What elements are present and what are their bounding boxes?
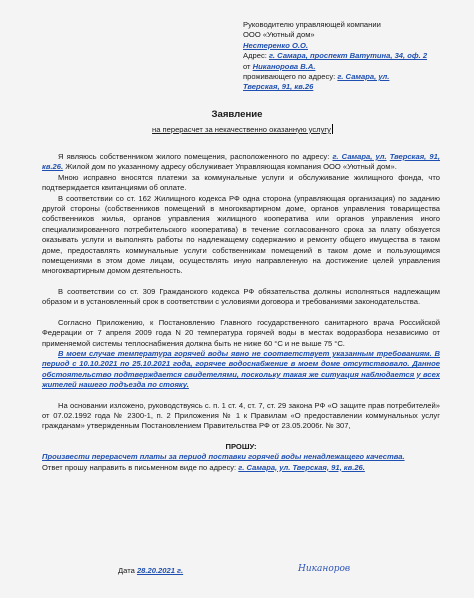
document-subtitle-text: на перерасчет за некачественно оказанную услугу	[152, 125, 331, 134]
p1-text: Я являюсь собственником жилого помещения, расположенного по адресу:	[58, 152, 333, 161]
date-line	[118, 566, 183, 576]
request-item	[42, 452, 440, 462]
paragraph-ownership	[42, 152, 440, 173]
request-heading: ПРОШУ:	[225, 441, 257, 451]
sender-address-value-2: Тверская, 91, кв.26	[243, 82, 314, 92]
date-value: 28.20.2021 г.	[136, 566, 184, 575]
recipient-block	[243, 20, 453, 93]
reply-address-label: Ответ прошу направить в письменном виде по адресу:	[42, 462, 239, 472]
sender-address-line-2	[243, 82, 453, 92]
company-name: ООО «Уютный дом»	[243, 30, 315, 40]
sender-address-line	[243, 72, 453, 82]
reply-address-line	[42, 463, 440, 473]
paragraph-article-309: В соответствии со ст. 309 Гражданского кодекса РФ обязательства должны исполняться надлежащим образом и в установленный срок в соответствии с условиями договора и требованиями законодательства.	[42, 286, 440, 307]
request-text: Произвести перерасчет платы за период поставки горячей воды ненадлежащего качества.	[42, 452, 405, 462]
recipient-line: Руководителю управляющей компании	[243, 20, 381, 29]
paragraph-legal-basis: На основании изложено, руководствуясь с. п. 1 ст. 4, ст. 7, ст. 29 закона РФ «О защите прав потребителей» от 07.02.1992 года № 2300-1, п. 2 Приложения № 1 к Правилам «О предоставлении коммунальных услуг гражданам» утвержденным Постановлением Правительства РФ от 23.05.2006г. № 307,	[42, 400, 440, 431]
document-subtitle	[152, 124, 333, 135]
company-address-label: Адрес:	[243, 51, 269, 61]
signature: Никаноров	[298, 564, 351, 574]
paragraph-sanitary-rules: Согласно Приложению, к Постановлению Главного государственного санитарного врача Российской Федерации от 7 апреля 2009 года N 20 температура горячей воды в местах водоразбора независимо от применяемой системы теплоснабжения должна быть не ниже 60 °C и не выше 75 °C.	[42, 317, 440, 348]
p1-address-2: Тверская, 91, кв.26.	[42, 152, 440, 172]
paragraph-article-162: В соответствии со ст. 162 Жилищного кодекса РФ одна сторона (управляющая организация) по заданию другой стороны (собственников помещений в многоквартирном доме, органов управления товарищества собственников жилья, органов управления жилищного кооператива или органов управления иного специализированного потребительского кооператива) в течение согласованного срока за плату обязуется оказывать услуги и выполнять работы по надлежащему содержанию и ремонту общего имущества в таком доме, предоставлять коммунальные услуги собственникам помещений в таком доме и пользующимся помещениями в этом доме лицам, осуществлять иную направленную на достижение целей управления многоквартирным домом деятельность.	[42, 193, 440, 276]
sender-address-value: г. Самара, ул.	[337, 72, 390, 82]
text-cursor	[332, 124, 333, 134]
company-address	[243, 51, 453, 61]
document-body	[42, 152, 440, 473]
paragraph-circumstances: В моем случае температура горячей воды явно не соответствует указанным требованиям. В период с 10.10.2021 по 25.10.2021 года, горячее водоснабжение в моем доме отсутствовало. Данное обстоятельство подтверждается свидетелями, поскольку такая же ситуация наблюдается у всех жителей нашего подъезда по стояку.	[42, 348, 440, 390]
sender-address-label: проживающего по адресу:	[243, 72, 338, 82]
date-label: Дата	[118, 566, 137, 575]
company-address-value: г. Самара, проспект Ватутина, 34, оф. 2	[268, 51, 428, 61]
sender-name: Никанорова В.А.	[252, 61, 316, 71]
reply-address-value: г. Самара, ул. Тверская, 91, кв.26.	[238, 462, 365, 472]
p1-text-2: Жилой дом по указанному адресу обслуживает Управляющая компания ООО «Уютный дом».	[63, 162, 397, 172]
sender-label: от	[243, 61, 253, 71]
p1-address: г. Самара, ул.	[332, 152, 387, 161]
sender-line	[243, 62, 453, 72]
director-name: Нестеренко О.О.	[243, 40, 308, 50]
document-title: Заявление	[211, 109, 263, 120]
paragraph-payments: Мною исправно вносятся платежи за коммунальные услуги и обслуживание жилищного фонда, что подтверждается квитанциями об оплате.	[42, 172, 440, 193]
